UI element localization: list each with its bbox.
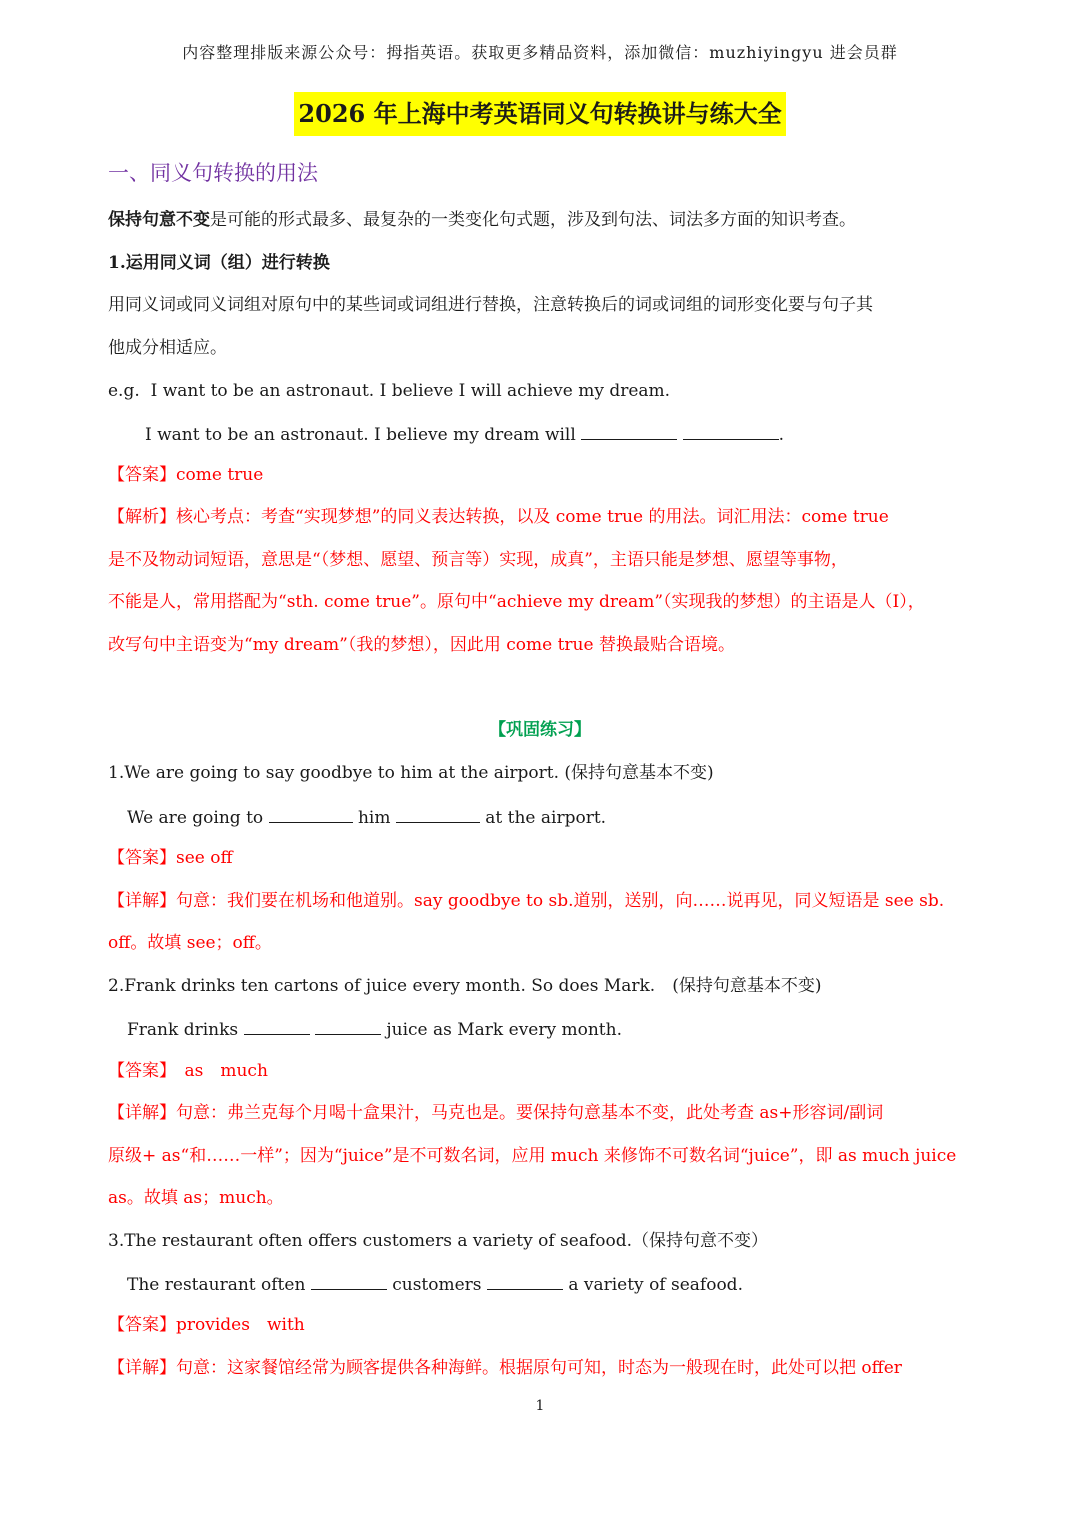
example-rewrite-end: . [778, 425, 785, 445]
question-2-detail-line: 原级+ as“和……一样”；因为“juice”是不可数名词，应用 much 来修饰不可数名词“juice”，即 as much juice [108, 1146, 957, 1166]
question-2-detail-line: 【详解】句意：弗兰克每个月喝十盒果汁，马克也是。要保持句意基本不变，此处考查 as+形容词/副词 [108, 1103, 884, 1123]
blank [581, 421, 677, 440]
question-3: 3.The restaurant often offers customers a variety of seafood.（保持句意不变） [108, 1231, 768, 1251]
rewrite-text: him [357, 808, 391, 828]
question-1-detail-line: 【详解】句意：我们要在机场和他道别。say goodbye to sb.道别，送别，向……说再见，同义短语是 see sb. [108, 891, 945, 911]
section-heading: 一、同义句转换的用法 [108, 161, 318, 185]
practice-heading: 【巩固练习】 [489, 720, 591, 740]
intro-rest: 是可能的形式最多、最复杂的一类变化句式题，涉及到句法、词法多方面的知识考查。 [210, 210, 856, 230]
rewrite-text: at the airport. [485, 808, 607, 828]
question-1-answer: 【答案】see off [108, 848, 233, 868]
question-2-answer: 【答案】 as much [108, 1061, 268, 1081]
rewrite-text: a variety of seafood. [568, 1275, 743, 1295]
source-note: 内容整理排版来源公众号：拇指英语。获取更多精品资料，添加微信：muzhiyingyu 进会员群 [182, 43, 898, 62]
question-2-detail-line: as。故填 as；much。 [108, 1188, 284, 1208]
subsection-desc-line: 他成分相适应。 [108, 338, 227, 358]
blank [311, 1271, 387, 1290]
subsection-title: 1.运用同义词（组）进行转换 [108, 253, 330, 273]
rewrite-text: We are going to [127, 808, 264, 828]
intro-bold: 保持句意不变 [108, 210, 210, 230]
example-analysis-line: 不能是人，常用搭配为“sth. come true”。原句中“achieve my dream”（实现我的梦想）的主语是人（I）， [108, 592, 925, 612]
document-title: 2026 年上海中考英语同义句转换讲与练大全 [294, 92, 785, 136]
example-text: I want to be an astronaut. I believe I will achieve my dream. [150, 381, 671, 401]
rewrite-text: Frank drinks [127, 1020, 239, 1040]
blank [396, 804, 480, 823]
example-sentence [108, 379, 970, 403]
question-2: 2.Frank drinks ten cartons of juice every month. So does Mark. (保持句意基本不变) [108, 976, 822, 996]
question-2-rewrite [127, 1016, 989, 1042]
example-rewrite [145, 421, 1007, 447]
question-1: 1.We are going to say goodbye to him at the airport. (保持句意基本不变) [108, 763, 714, 783]
question-3-rewrite [127, 1271, 989, 1297]
intro-paragraph [108, 208, 970, 232]
example-analysis-line: 是不及物动词短语，意思是“（梦想、愿望、预言等）实现，成真”，主语只能是梦想、愿望等事物， [108, 550, 848, 570]
example-rewrite-text: I want to be an astronaut. I believe my dream will [145, 425, 576, 445]
rewrite-text: The restaurant often [127, 1275, 306, 1295]
question-3-detail-line: 【详解】句意：这家餐馆经常为顾客提供各种海鲜。根据原句可知，时态为一般现在时，此处可以把 offer [108, 1358, 902, 1378]
question-3-answer: 【答案】provides with [108, 1315, 305, 1335]
example-answer: 【答案】come true [108, 465, 264, 485]
page-number: 1 [535, 1398, 545, 1414]
question-1-rewrite [127, 804, 989, 830]
example-analysis-line: 【解析】核心考点：考查“实现梦想”的同义表达转换，以及 come true 的用法。词汇用法：come true [108, 507, 889, 527]
subsection-desc-line: 用同义词或同义词组对原句中的某些词或词组进行替换，注意转换后的词或词组的词形变化要与句子其 [108, 295, 873, 315]
blank [244, 1016, 310, 1035]
example-analysis-line: 改写句中主语变为“my dream”（我的梦想），因此用 come true 替换最贴合语境。 [108, 635, 735, 655]
question-1-detail-line: off。故填 see；off。 [108, 933, 272, 953]
blank [683, 421, 779, 440]
blank [315, 1016, 381, 1035]
blank [487, 1271, 563, 1290]
title-wrap [0, 92, 1080, 136]
rewrite-text: juice as Mark every month. [386, 1020, 622, 1040]
blank [269, 804, 353, 823]
example-label: e.g. [108, 381, 140, 401]
rewrite-text: customers [392, 1275, 482, 1295]
